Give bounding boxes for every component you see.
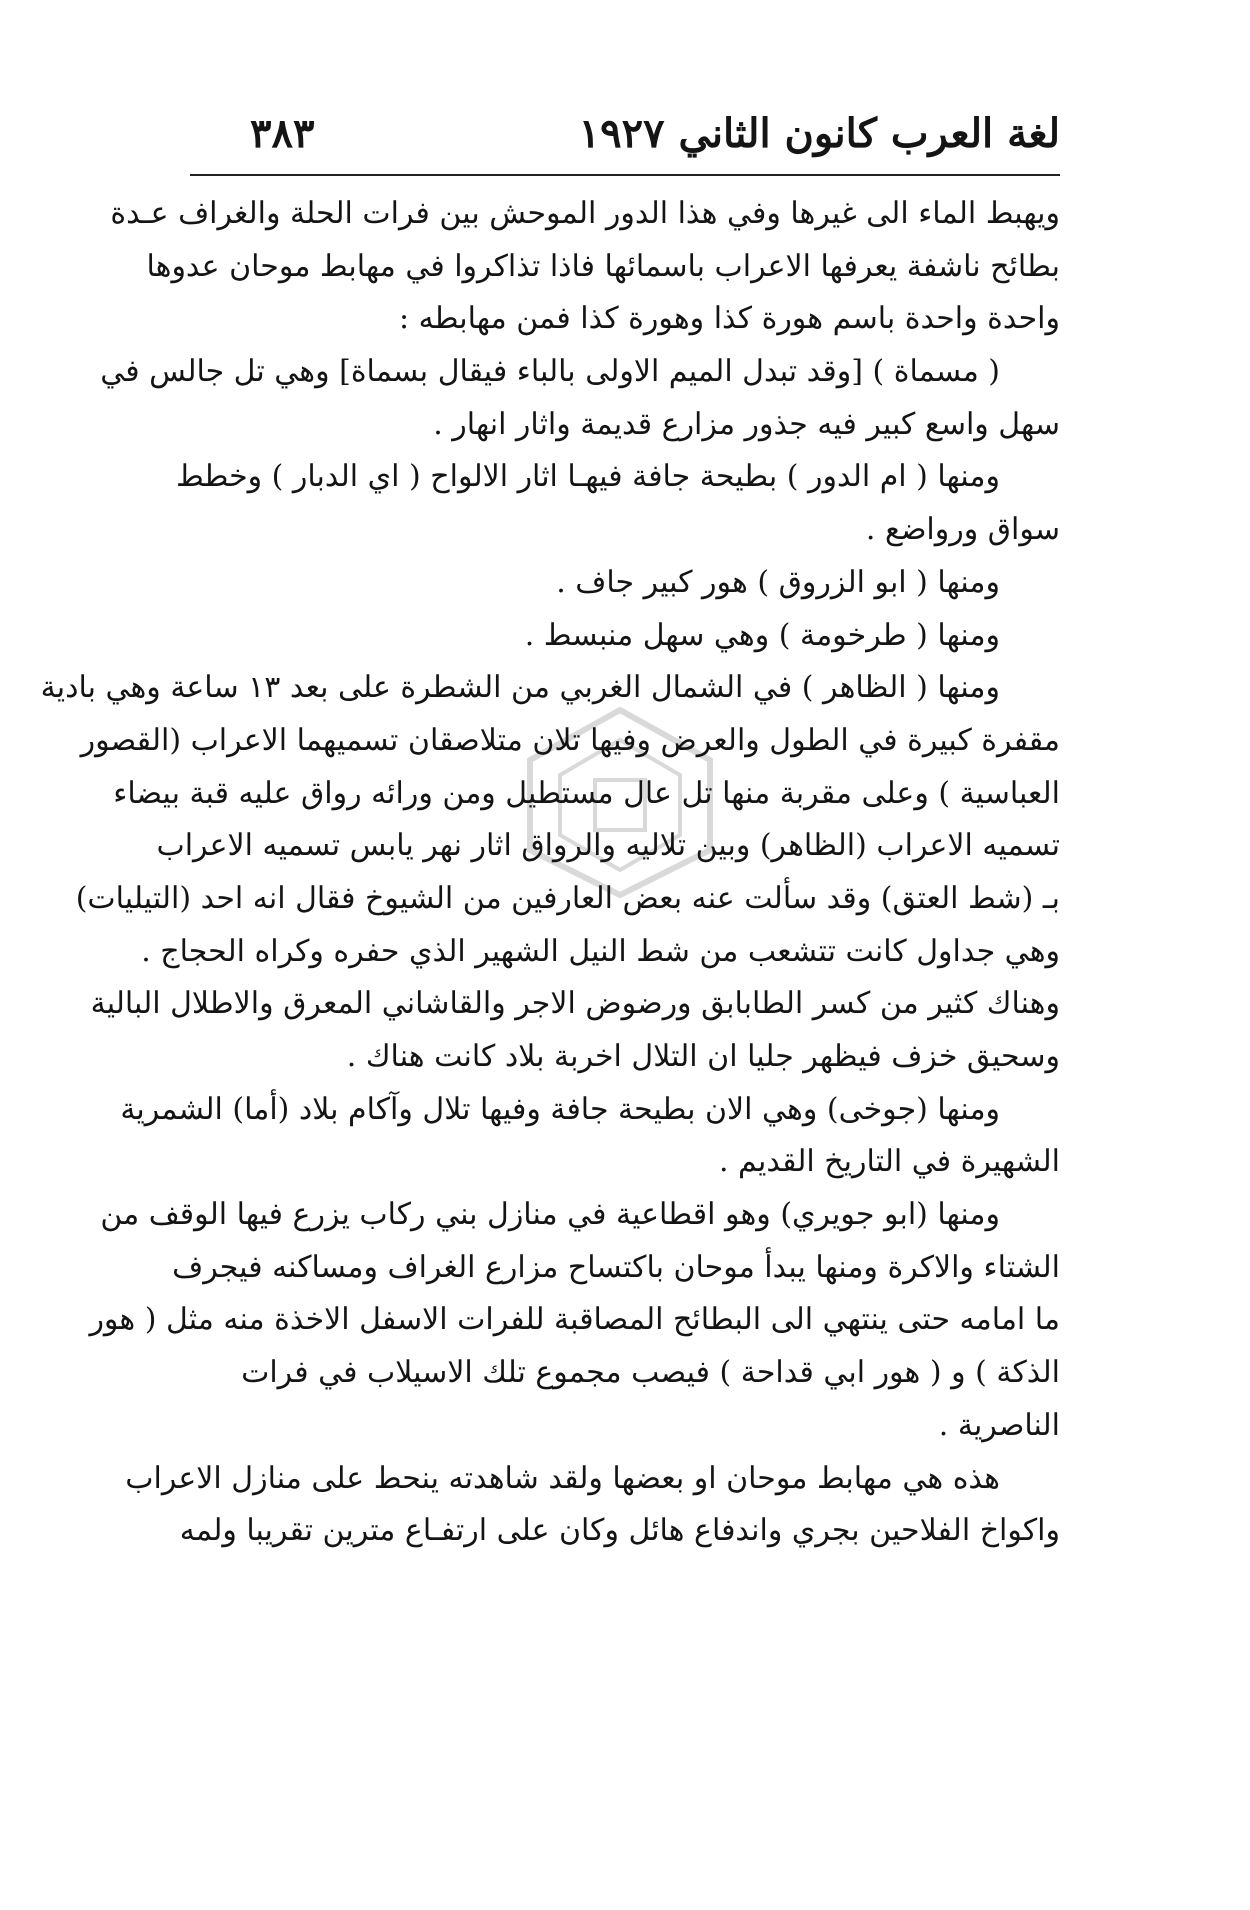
text-line: هذه هي مهابط موحان او بعضها ولقد شاهدته ينحط على منازل الاعراب xyxy=(125,1460,1000,1496)
text-line: وهي جداول كانت تتشعب من شط النيل الشهير الذي حفره وكراه الحجاج . xyxy=(141,933,1060,969)
text-line: ومنها ( ابو الزروق ) هور كبير جاف . xyxy=(556,564,1000,600)
text-line: سواق ورواضع . xyxy=(865,512,1060,548)
text-line: الذكة ) و ( هور ابي قداحة ) فيصب مجموع تلك الاسيلاب في فرات xyxy=(241,1355,1060,1391)
text-line: ومنها ( ام الدور ) بطيحة جافة فيهـا اثار الالواح ( اي الدبار ) وخطط xyxy=(176,459,1000,495)
text-line: ( مسماة ) [وقد تبدل الميم الاولى بالباء فيقال بسماة] وهي تل جالس في xyxy=(100,354,1000,390)
text-line: ومنها (جوخى) وهي الان بطيحة جافة وفيها تلال وآكام بلاد (أما) الشمرية xyxy=(120,1091,1000,1127)
text-line: بطائح ناشفة يعرفها الاعراب باسمائها فاذا تذاكروا في مهابط موحان عدوها xyxy=(146,248,1060,284)
page-number: ٣٨٣ xyxy=(250,110,315,157)
text-line: تسميه الاعراب (الظاهر) وبين تلاليه والرواق اثار نهر يابس تسميه الاعراب xyxy=(156,828,1060,864)
text-line: ومنها ( طرخومة ) وهي سهل منبسط . xyxy=(524,617,1000,653)
text-line: ما امامه حتى ينتهي الى البطائح المصاقبة للفرات الاسفل الاخذة منه مثل ( هور xyxy=(89,1302,1060,1338)
text-line: ومنها (ابو جويري) وهو اقطاعية في منازل بني ركاب يزرع فيها الوقف من xyxy=(100,1197,1000,1233)
text-line: العباسية ) وعلى مقربة منها تل عال مستطيل ومن ورائه رواق عليه قبة بيضاء xyxy=(113,775,1060,811)
text-line: الشتاء والاكرة ومنها يبدأ موحان باكتساح مزارع الغراف ومساكنه فيجرف xyxy=(172,1249,1060,1285)
text-line: وهناك كثير من كسر الطابابق ورضوض الاجر والقاشاني المعرق والاطلال البالية xyxy=(90,986,1060,1022)
running-title: لغة العرب كانون الثاني ١٩٢٧ xyxy=(578,110,1060,157)
text-line: ويهبط الماء الى غيرها وفي هذا الدور الموحش بين فرات الحلة والغراف عـدة xyxy=(110,196,1060,231)
text-line: واكواخ الفلاحين بجري واندفاع هائل وكان على ارتفـاع مترين تقريبا ولمه xyxy=(179,1513,1060,1549)
text-line: ومنها ( الظاهر ) في الشمال الغربي من الشطرة على بعد ١٣ ساعة وهي بادية xyxy=(40,670,1000,706)
text-line: سهل واسع كبير فيه جذور مزارع قديمة واثار انهار . xyxy=(433,406,1060,442)
text-line: بـ (شط العتق) وقد سألت عنه بعض العارفين من الشيوخ فقال انه احد (التيليات) xyxy=(75,880,1060,916)
text-line: الناصرية . xyxy=(938,1407,1060,1443)
text-line: مقفرة كبيرة في الطول والعرض وفيها تلان متلاصقان تسميهما الاعراب (القصور xyxy=(80,722,1060,758)
page-header xyxy=(190,110,1060,170)
header-rule xyxy=(190,174,1060,176)
article-body xyxy=(40,188,1060,1558)
text-line: الشهيرة في التاريخ القديم . xyxy=(718,1144,1060,1180)
text-line: وسحيق خزف فيظهر جليا ان التلال اخربة بلاد كانت هناك . xyxy=(346,1039,1060,1074)
text-line: واحدة واحدة باسم هورة كذا وهورة كذا فمن مهابطه : xyxy=(398,301,1060,337)
